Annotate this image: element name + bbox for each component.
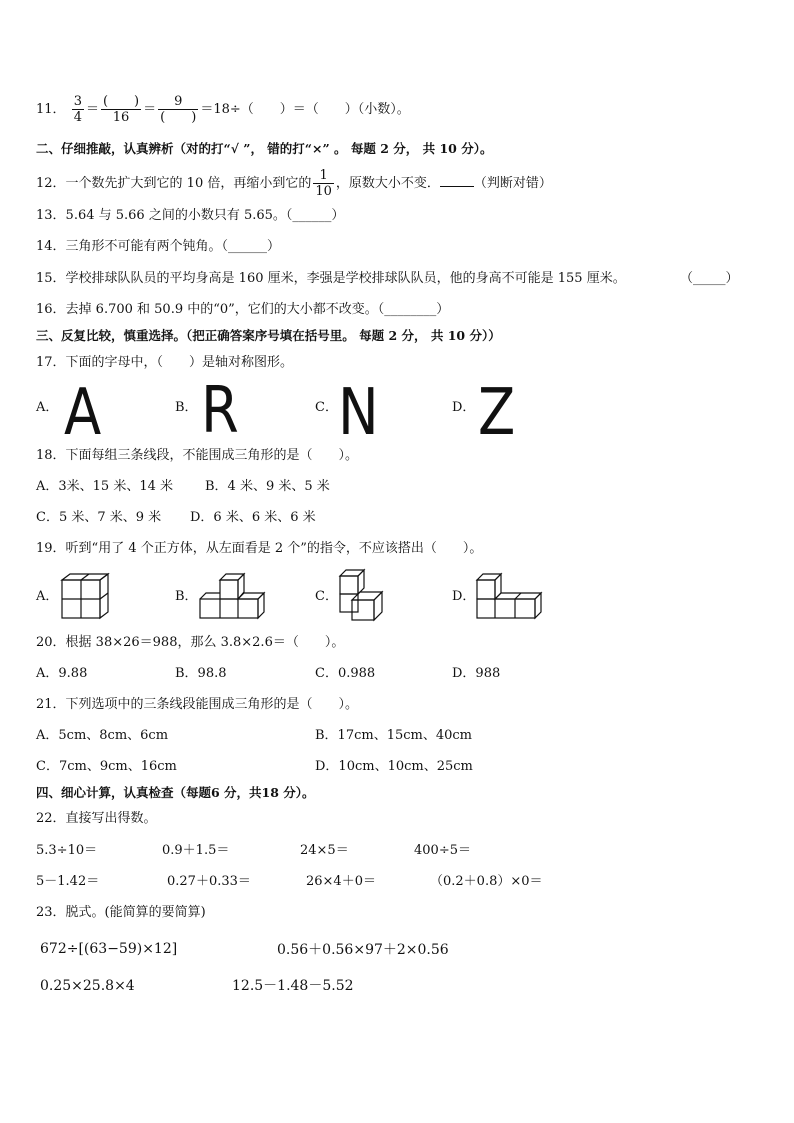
question-18-stem: 18．下面每组三条线段，不能围成三角形的是（ ）。	[36, 448, 359, 463]
q17-option-c-label: C．	[315, 400, 338, 415]
q22-expr-8: （0.2＋0.8）×0＝	[430, 874, 543, 889]
question-12: 12．一个数先扩大到它的 10 倍，再缩小到它的 $\frac{1}{10}$ ，原数大小不变． （判断对错）	[36, 168, 552, 199]
q22-expr-4: 400÷5＝	[414, 843, 471, 858]
q19-option-b-label: B．	[175, 589, 198, 604]
q23-expr-1: 672÷[(63−59)×12]	[40, 941, 178, 957]
question-23-stem: 23．脱式。(能简算的要简算)	[36, 905, 206, 920]
q20-option-d: D．988	[452, 666, 501, 681]
question-22-stem: 22．直接写出得数。	[36, 811, 157, 826]
q21-option-d: D．10cm、10cm、25cm	[315, 759, 473, 774]
q17-option-b-label: B．	[175, 400, 198, 415]
q22-expr-6: 0.27＋0.33＝	[167, 874, 251, 889]
question-13: 13．5.64 与 5.66 之间的小数只有 5.65。（______）	[36, 208, 345, 223]
q21-option-a: A．5cm、8cm、6cm	[36, 728, 169, 743]
q18-option-d: D．6 米、6 米、6 米	[190, 510, 316, 525]
q19-option-a-label: A．	[36, 589, 59, 604]
q20-option-c: C．0.988	[315, 666, 376, 681]
q21-option-c: C．7cm、9cm、16cm	[36, 759, 177, 774]
q15-answer-blank[interactable]: （_____）	[680, 271, 739, 286]
section-2-heading: 二、仔细推敲，认真辨析（对的打“√ ”， 错的打“×” 。 每题 2 分， 共 10 分）。	[36, 141, 493, 156]
question-20-stem: 20．根据 38×26＝988，那么 3.8×2.6＝（ ）。	[36, 635, 345, 650]
q22-expr-2: 0.9＋1.5＝	[162, 843, 230, 858]
q17-option-a-label: A．	[36, 400, 59, 415]
q18-option-b: B．4 米、9 米、5 米	[205, 479, 330, 494]
q19-figure-c	[336, 568, 388, 624]
q19-figure-d	[475, 572, 545, 622]
q11-fraction-2: $\frac{( )}{16}$	[102, 94, 140, 125]
q22-expr-3: 24×5＝	[300, 843, 349, 858]
question-19-stem: 19．听到“用了 4 个正方体，从左面看是 2 个”的指令，不应该搭出（ ）。	[36, 541, 483, 556]
question-15: 15．学校排球队队员的平均身高是 160 厘米，李强是学校排球队队员，他的身高不可能是 155 厘米。	[36, 271, 626, 286]
q23-expr-2: 0.56＋0.56×97＋2×0.56	[277, 942, 449, 958]
q21-option-b: B．17cm、15cm、40cm	[315, 728, 473, 743]
q20-option-a: A．9.88	[36, 666, 88, 681]
q11-fraction-3: $\frac{9}{( )}$	[160, 94, 197, 125]
section-4-heading: 四、细心计算，认真检查（每题6 分，共18 分）。	[36, 785, 315, 800]
q18-option-a: A．3米、15 米、14 米	[36, 479, 174, 494]
section-3-heading: 三、反复比较，慎重选择。（把正确答案序号填在括号里。 每题 2 分， 共 10 分））	[36, 328, 501, 343]
question-21-stem: 21．下列选项中的三条线段能围成三角形的是（ ）。	[36, 697, 359, 712]
question-11: 11． $\frac{3}{4}$ ＝ $\frac{( )}{16}$ ＝ $\frac{9}{( )}$ ＝18÷（ ）＝（ ）（小数）。	[36, 94, 410, 125]
q23-expr-3: 0.25×25.8×4	[40, 978, 135, 994]
q18-option-c: C．5 米、7 米、9 米	[36, 510, 162, 525]
q17-letter-d: Z	[478, 376, 516, 450]
q20-option-b: B．98.8	[175, 666, 227, 681]
q19-option-d-label: D．	[452, 589, 476, 604]
q19-option-c-label: C．	[315, 589, 338, 604]
q12-answer-blank[interactable]	[440, 172, 474, 187]
q11-number: 11．	[36, 102, 66, 117]
q22-expr-1: 5.3÷10＝	[36, 843, 98, 858]
q17-option-d-label: D．	[452, 400, 476, 415]
q12-fraction: $\frac{1}{10}$	[315, 168, 332, 199]
q11-tail: ＝18÷（ ）＝（ ）（小数）。	[200, 102, 410, 117]
question-16: 16．去掉 6.700 和 50.9 中的“0”，它们的大小都不改变。（________）	[36, 302, 450, 317]
q22-expr-5: 5－1.42＝	[36, 874, 100, 889]
q11-fraction-1: $\frac{3}{4}$	[73, 94, 82, 125]
q17-letter-c: N	[338, 376, 379, 450]
q17-letter-a: A	[64, 376, 102, 450]
q19-figure-b	[198, 572, 268, 622]
question-17-stem: 17．下面的字母中，（ ）是轴对称图形。	[36, 355, 294, 370]
question-14: 14．三角形不可能有两个钝角。（______）	[36, 239, 281, 254]
q19-figure-a	[60, 572, 112, 622]
q17-letter-b: R	[201, 374, 239, 448]
q22-expr-7: 26×4＋0＝	[306, 874, 376, 889]
q23-expr-4: 12.5－1.48－5.52	[232, 978, 354, 994]
